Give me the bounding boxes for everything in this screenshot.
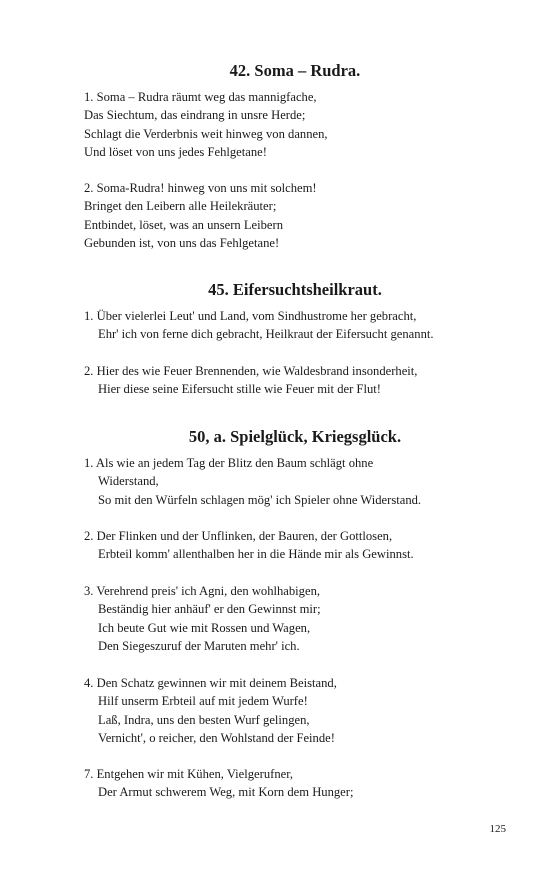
verse-line: Hilf unserm Erbteil auf mit jedem Wurfe! (98, 694, 308, 709)
verse-line: Entbindet, löset, was an unsern Leibern (84, 217, 283, 232)
verse-line: 3. Verehrend preis' ich Agni, den wohlhabigen, (84, 584, 321, 598)
section-heading-50a: 50, a. Spielglück, Kriegsglück. (188, 427, 402, 446)
page-number: 125 (489, 823, 506, 835)
verse-line: 7. Entgehen wir mit Kühen, Vielgerufner, (84, 767, 294, 781)
verse-line: 2. Der Flinken und der Unflinken, der Bauren, der Gottlosen, (84, 529, 393, 543)
verse-line: Der Armut schwerem Weg, mit Korn dem Hunger; (98, 785, 354, 800)
stanza-45-1 (84, 307, 524, 344)
section-heading-45: 45. Eifersuchtsheilkraut. (208, 280, 382, 299)
verse-line: Hier diese seine Eifersucht stille wie Feuer mit der Flut! (98, 382, 381, 397)
verse-line: Beständig hier anhäuf' er den Gewinnst mir; (98, 602, 321, 617)
verse-line: Und löset von uns jedes Fehlgetane! (84, 145, 267, 160)
stanza-50a-3 (84, 582, 524, 656)
verse-line: 1. Soma – Rudra räumt weg das mannigfache, (84, 90, 317, 104)
verse-line: Gebunden ist, von uns das Fehlgetane! (84, 236, 280, 251)
verse-line: Den Siegeszuruf der Maruten mehr' ich. (98, 639, 300, 654)
stanza-50a-7 (84, 765, 524, 802)
stanza-50a-1 (84, 454, 524, 509)
stanza-42-1 (84, 88, 524, 162)
verse-line: Das Siechtum, das eindrang in unsre Herde; (84, 108, 306, 123)
verse-line: Vernicht', o reicher, den Wohlstand der Feinde! (98, 731, 335, 746)
verse-line: 1. Über vielerlei Leut' und Land, vom Sindhustrome her gebracht, (84, 309, 417, 323)
section-heading-42: 42. Soma – Rudra. (229, 61, 361, 80)
verse-line: Bringet den Leibern alle Heilekräuter; (84, 199, 277, 214)
stanza-50a-4 (84, 674, 524, 748)
stanza-50a-2 (84, 527, 524, 564)
verse-line: Ehr' ich von ferne dich gebracht, Heilkraut der Eifersucht genannt. (98, 327, 434, 342)
verse-line: Schlagt die Verderbnis weit hinweg von dannen, (84, 126, 328, 141)
verse-line: Ich beute Gut wie mit Rossen und Wagen, (98, 620, 311, 635)
verse-line: 1. Als wie an jedem Tag der Blitz den Baum schlägt ohne (84, 456, 374, 470)
verse-line: 2. Soma-Rudra! hinweg von uns mit solchem! (84, 181, 317, 195)
verse-line: 2. Hier des wie Feuer Brennenden, wie Waldesbrand insonderheit, (84, 364, 418, 378)
stanza-42-2 (84, 179, 524, 253)
verse-line: Laß, Indra, uns den besten Wurf gelingen, (98, 712, 310, 727)
verse-line: 4. Den Schatz gewinnen wir mit deinem Beistand, (84, 676, 337, 690)
stanza-45-2 (84, 362, 524, 399)
verse-line: Erbteil komm' allenthalben her in die Hände mir als Gewinnst. (98, 547, 414, 562)
verse-line: So mit den Würfeln schlagen mög' ich Spieler ohne Widerstand. (98, 492, 422, 507)
verse-line: Widerstand, (98, 474, 159, 489)
